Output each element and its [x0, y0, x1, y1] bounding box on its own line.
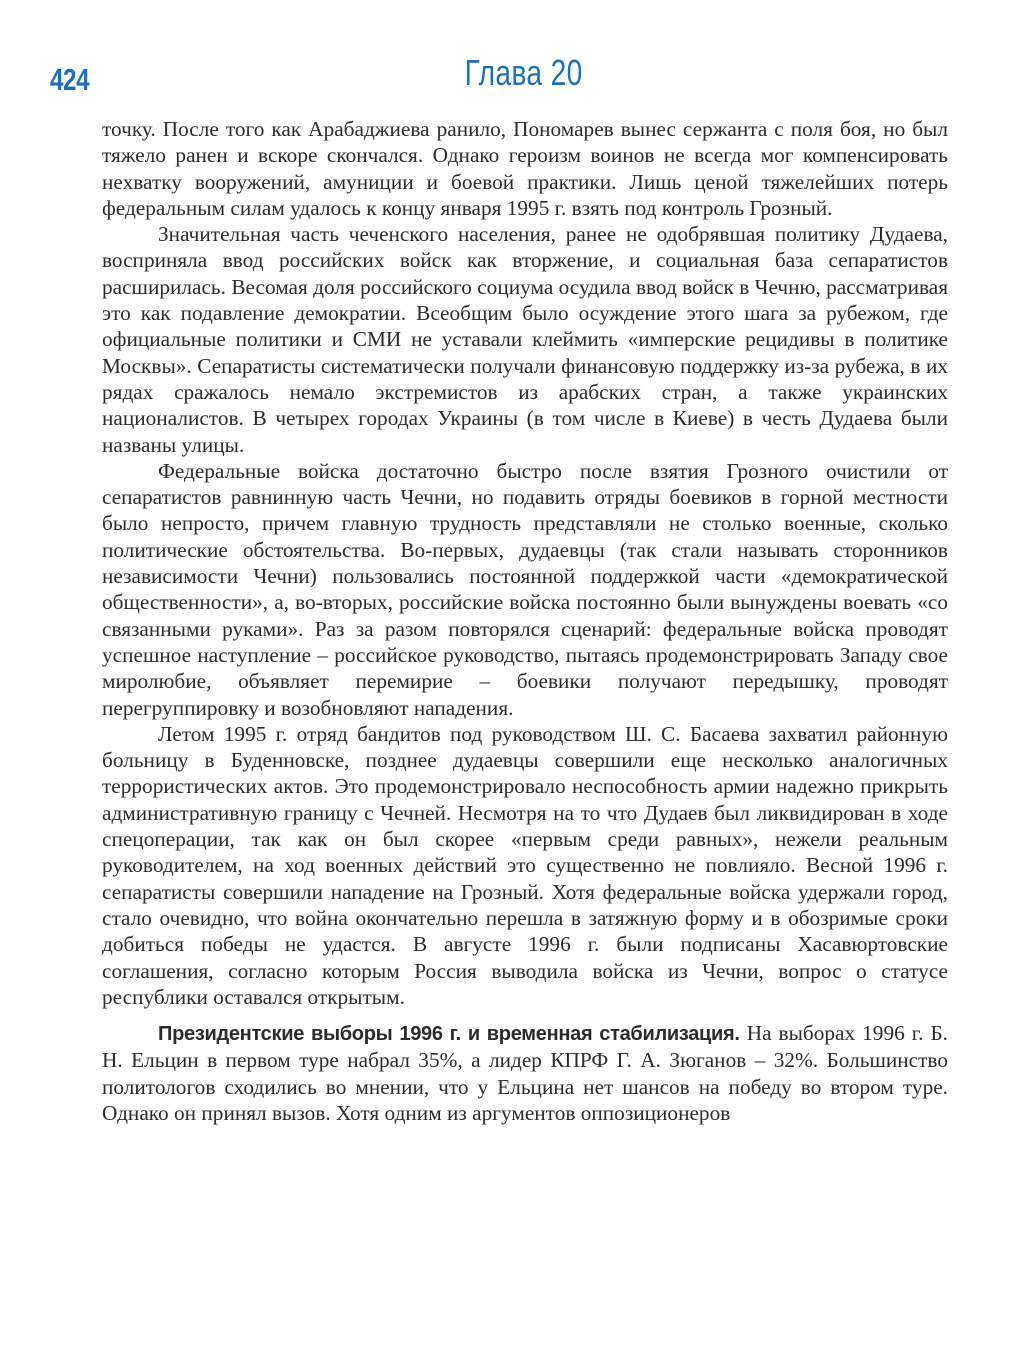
section-text: На выборах 1996 г. Б. Н. Ельцин в первом туре набрал 35%, а лидер КПРФ Г. А. Зюганов – 32%. Большинство политологов сходились во мнении, что у Ельцина нет шансов на победу во втором туре. Однако он принял вызов. Хотя одним из аргументов оппозиционеров [102, 1021, 948, 1125]
page-number: 424 [50, 62, 90, 97]
section-paragraph [102, 1020, 948, 1126]
paragraph-4: Летом 1995 г. отряд бандитов под руководством Ш. С. Басаева захватил районную больницу в Буденновске, позднее дудаевцы совершили еще несколько аналогичных террористических актов. Это продемонстрировало неспособность армии надежно прикрыть административную границу с Чечней. Несмотря на то что Дудаев был ликвидирован в ходе спецоперации, так как он был скорее «первым среди равных», нежели реальным руководителем, на ход военных действий это существенно не повлияло. Весной 1996 г. сепаратисты совершили нападение на Грозный. Хотя федеральные войска удержали город, стало очевидно, что война окончательно перешла в затяжную форму и в обозримые сроки добиться победы не удастся. В августе 1996 г. были подписаны Хасавюртовские соглашения, согласно которым Россия выводила войска из Чечни, вопрос о статусе республики оставался открытым. [102, 721, 948, 1009]
paragraph-1: точку. После того как Арабаджиева ранило, Пономарев вынес сержанта с поля боя, но был тяжело ранен и вскоре скончался. Однако героизм воинов не всегда мог компенсировать нехватку вооружений, амуниции и боевой практики. Лишь ценой тяжелейших потерь федеральным силам удалось к концу января 1995 г. взять под контроль Грозный. [102, 117, 948, 220]
paragraph-3: Федеральные войска достаточно быстро после взятия Грозного очистили от сепаратистов равнинную часть Чечни, но подавить отряды боевиков в горной местности было непросто, причем главную трудность представляли не столько военные, сколько политические обстоятельства. Во-первых, дудаевцы (так стали называть сторонников независимости Чечни) пользовались постоянной поддержкой части «демократической общественности», а, во-вторых, российские войска постоянно были вынуждены воевать «со связанными руками». Раз за разом повторялся сценарий: федеральные войска проводят успешное наступление – российское руководство, пытаясь продемонстрировать Западу свое миролюбие, объявляет перемирие – боевики получают передышку, проводят перегруппировку и возобновляют нападения. [102, 458, 948, 720]
section-heading: Президентские выборы 1996 г. и временная стабилизация. [158, 1023, 740, 1046]
paragraph-2: Значительная часть чеченского населения, ранее не одобрявшая политику Дудаева, восприняла ввод российских войск как вторжение, и социальная база сепаратистов расширилась. Весомая доля российского социума осудила ввод войск в Чечню, рассматривая это как подавление демократии. Всеобщим было осуждение этого шага за рубежом, где официальные политики и СМИ не уставали клеймить «имперские рецидивы в политике Москвы». Сепаратисты систематически получали финансовую поддержку из-за рубежа, в их рядах сражалось немало экстремистов из арабских стран, а также украинских националистов. В четырех городах Украины (в том числе в Киеве) в честь Дудаева были названы улицы. [102, 222, 948, 457]
chapter-title-text: Глава 20 [464, 52, 583, 93]
body-text [102, 116, 948, 1126]
chapter-title [0, 52, 1036, 94]
